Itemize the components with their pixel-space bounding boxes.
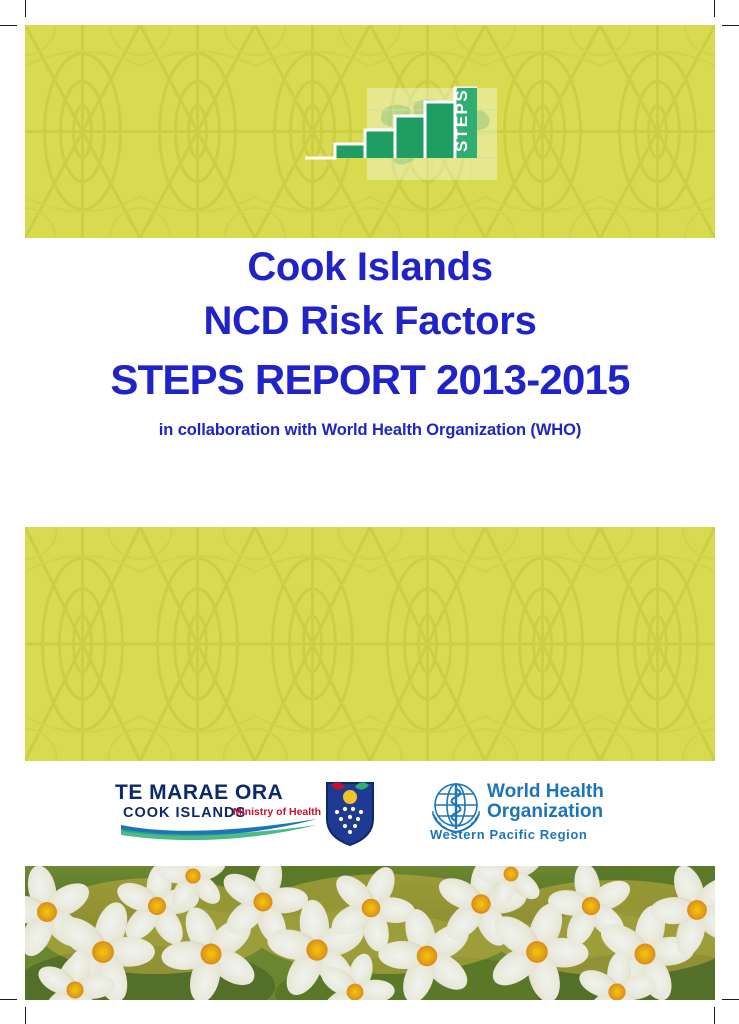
crop-mark-top-right-vertical [714, 0, 715, 17]
page-title-line-3: STEPS REPORT 2013-2015 [110, 356, 630, 403]
crop-mark-top-right-horizontal [722, 25, 739, 26]
who-logo-line-2: Organization [487, 801, 604, 822]
crop-mark-top-left-horizontal [0, 25, 17, 26]
page-title-line-2: NCD Risk Factors [203, 299, 537, 343]
crop-mark-bottom-left-vertical [25, 1007, 26, 1024]
cook-islands-coat-of-arms-icon [327, 782, 373, 845]
frangipani-photo-band [25, 866, 715, 1000]
crop-mark-top-left-vertical [25, 0, 26, 17]
decorative-tapa-band-top [25, 25, 715, 238]
ministry-logo-line-3: Ministry of Health [233, 806, 322, 818]
who-emblem-icon [433, 783, 479, 832]
who-logo-line-1: World Health [487, 781, 604, 802]
cover-title-block [25, 247, 715, 440]
ministry-logo-line-1: TE MARAE ORA [115, 781, 284, 804]
decorative-tapa-band-middle [25, 527, 715, 761]
ministry-logo-line-2: COOK ISLANDS [123, 805, 247, 821]
partner-logos-row [25, 773, 715, 851]
page-title-line-1: Cook Islands [247, 245, 493, 289]
crop-mark-bottom-right-vertical [714, 1007, 715, 1024]
ministry-of-health-logo [115, 779, 380, 847]
who-logo-line-3: Western Pacific Region [430, 827, 588, 842]
page-subtitle: in collaboration with World Health Organization (WHO) [158, 421, 582, 439]
steps-wordmark: STEPS [452, 88, 471, 152]
steps-logo [295, 80, 510, 190]
crop-mark-bottom-right-horizontal [722, 999, 739, 1000]
who-logo [425, 775, 640, 849]
crop-mark-bottom-left-horizontal [0, 999, 17, 1000]
report-cover-page [25, 25, 715, 1000]
